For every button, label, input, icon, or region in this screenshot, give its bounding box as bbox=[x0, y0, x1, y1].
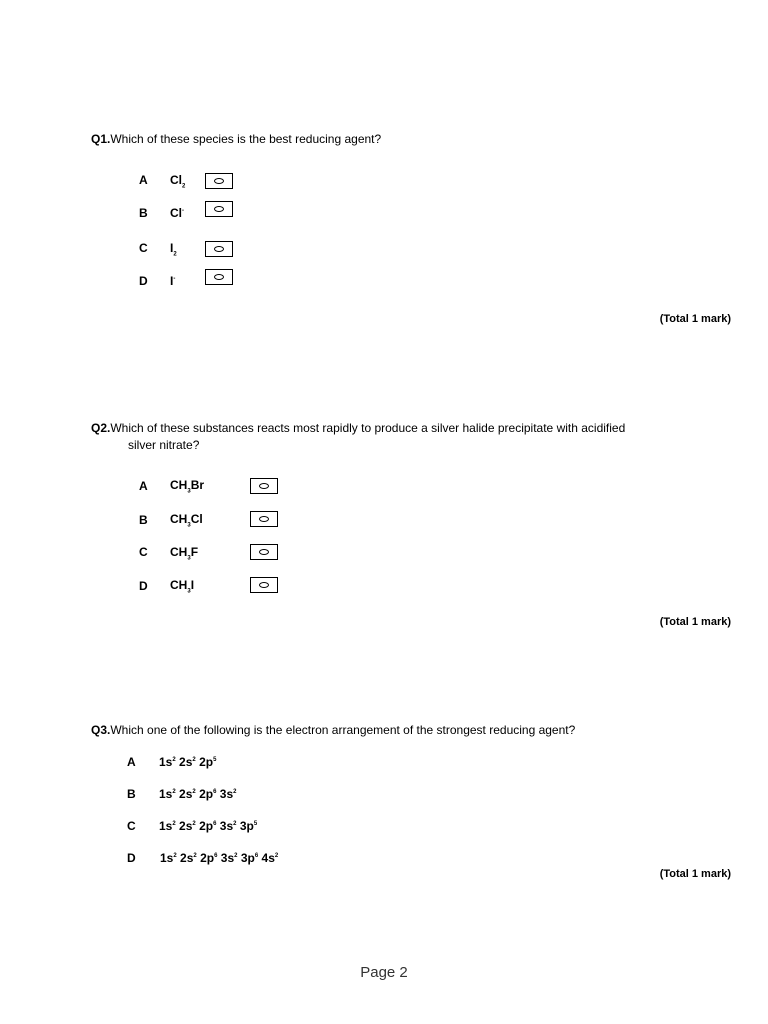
answer-box-d[interactable] bbox=[205, 269, 233, 285]
option-formula: $I_2$ bbox=[170, 241, 177, 258]
question-1-total: (Total 1 mark) bbox=[659, 313, 731, 325]
option-formula: I- bbox=[170, 274, 176, 288]
question-3-number: Q3. bbox=[91, 723, 111, 737]
option-letter: C bbox=[139, 545, 148, 559]
option-letter: B bbox=[139, 513, 148, 527]
answer-box-c[interactable] bbox=[250, 544, 278, 560]
question-2-text: Which of these substances reacts most rapidly to produce a silver halide precipitate with acidified bbox=[110, 421, 626, 435]
answer-oval-icon bbox=[214, 274, 224, 280]
electron-configuration: $1s^2$ $2s^2$ $2p^6$ $3s^2$ bbox=[159, 787, 237, 801]
answer-box-a[interactable] bbox=[250, 478, 278, 494]
question-1-number: Q1. bbox=[91, 132, 111, 146]
option-letter: C bbox=[139, 241, 148, 255]
answer-oval-icon bbox=[259, 582, 269, 588]
option-formula: Cl- bbox=[170, 206, 184, 220]
option-letter: D bbox=[139, 274, 148, 288]
question-2-text-continued: silver nitrate? bbox=[128, 438, 200, 452]
answer-oval-icon bbox=[259, 483, 269, 489]
answer-oval-icon bbox=[214, 246, 224, 252]
option-letter: A bbox=[139, 173, 148, 187]
option-letter: D bbox=[127, 851, 136, 865]
answer-box-a[interactable] bbox=[205, 173, 233, 189]
option-formula: $CH_3Br$ bbox=[170, 478, 205, 495]
option-letter: A bbox=[139, 479, 148, 493]
answer-box-d[interactable] bbox=[250, 577, 278, 593]
question-3 bbox=[91, 722, 575, 738]
option-formula: $Cl_2$ bbox=[170, 173, 186, 190]
electron-configuration: $1s^2$ $2s^2$ $2p^6$ $3s^2$ $3p^6$ $4s^2$ bbox=[160, 851, 279, 865]
answer-box-b[interactable] bbox=[250, 511, 278, 527]
option-letter: A bbox=[127, 755, 136, 769]
option-letter: C bbox=[127, 819, 136, 833]
answer-oval-icon bbox=[214, 206, 224, 212]
question-3-total: (Total 1 mark) bbox=[659, 868, 731, 880]
question-1 bbox=[91, 131, 381, 147]
option-letter: B bbox=[127, 787, 136, 801]
option-letter: B bbox=[139, 206, 148, 220]
option-formula: $CH_3F$ bbox=[170, 545, 199, 562]
option-formula: $CH_3I$ bbox=[170, 578, 195, 595]
question-2 bbox=[91, 420, 625, 436]
page-number: Page 2 bbox=[360, 964, 408, 981]
question-2-number: Q2. bbox=[91, 421, 111, 435]
answer-oval-icon bbox=[259, 516, 269, 522]
electron-configuration: $1s^2$ $2s^2$ $2p^6$ $3s^2$ $3p^5$ bbox=[159, 819, 258, 833]
answer-box-c[interactable] bbox=[205, 241, 233, 257]
question-2-total: (Total 1 mark) bbox=[659, 616, 731, 628]
answer-oval-icon bbox=[214, 178, 224, 184]
answer-oval-icon bbox=[259, 549, 269, 555]
answer-box-b[interactable] bbox=[205, 201, 233, 217]
electron-configuration: $1s^2$ $2s^2$ $2p^5$ bbox=[159, 755, 217, 769]
question-3-text: Which one of the following is the electron arrangement of the strongest reducing agent? bbox=[110, 723, 576, 737]
question-1-text: Which of these species is the best reducing agent? bbox=[110, 132, 382, 146]
option-letter: D bbox=[139, 579, 148, 593]
option-formula: $CH_3Cl$ bbox=[170, 512, 203, 529]
